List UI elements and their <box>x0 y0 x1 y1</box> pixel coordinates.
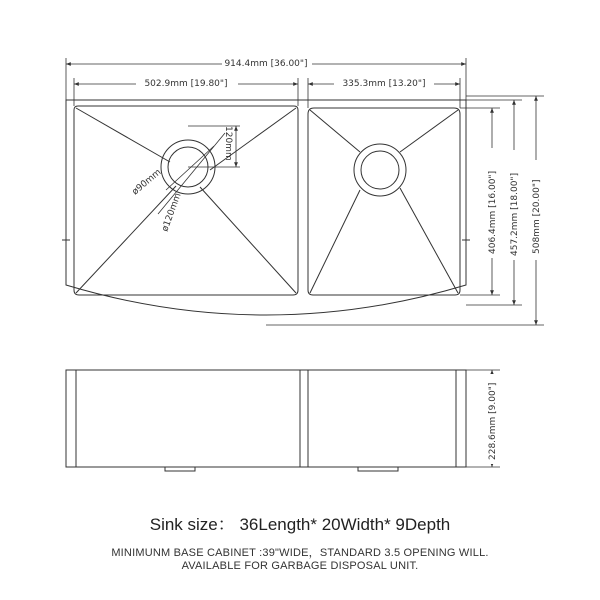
sink-outline <box>66 100 466 315</box>
left-bowl-edge-br <box>200 187 296 293</box>
bowl-depth-18-label: 457.2mm [18.00"] <box>510 172 520 256</box>
left-bowl-width-label: 502.9mm [19.80"] <box>144 79 228 89</box>
front-view-outline <box>66 370 466 467</box>
right-bowl-edge-br <box>400 188 458 293</box>
right-bowl-edge-tr <box>400 110 458 152</box>
left-bowl-edge-bl <box>76 186 176 293</box>
sink-size-caption: Sink size： 36Length* 20Width* 9Depth <box>149 515 451 534</box>
left-bowl-edge-tl <box>76 108 170 162</box>
top-view <box>62 100 470 315</box>
bowl-depth-16-label: 406.4mm [16.00"] <box>488 170 498 254</box>
drain-outer-diameter-label: ø120mm <box>160 191 184 234</box>
cabinet-note-line1: MINIMUNM BASE CABINET :39"WIDE，STANDARD 3.5 OPENING WILL. <box>111 547 489 559</box>
right-drain-inner <box>361 151 399 189</box>
height-label: 228.6mm [9.00"] <box>488 382 498 460</box>
right-bowl-edge-bl <box>310 190 360 293</box>
drain-inner-diameter-label: ø90mm <box>130 167 164 198</box>
right-bowl-outline <box>308 108 460 295</box>
right-drain-stub <box>358 467 398 471</box>
left-bowl-edge-tr <box>210 108 296 170</box>
right-bowl-width-label: 335.3mm [13.20"] <box>342 79 426 89</box>
left-drain-stub <box>165 467 195 471</box>
left-bowl-outline <box>74 106 298 295</box>
right-bowl-edge-tl <box>310 110 360 152</box>
cabinet-note-line2: AVAILABLE FOR GARBAGE DISPOSAL UNIT. <box>181 560 419 572</box>
overall-width-label: 914.4mm [36.00"] <box>224 59 308 69</box>
overall-depth-label: 508mm [20.00"] <box>532 179 542 254</box>
right-drain-outer <box>354 144 406 196</box>
drain-offset-label: 120mm <box>223 126 233 161</box>
front-view <box>66 370 500 471</box>
